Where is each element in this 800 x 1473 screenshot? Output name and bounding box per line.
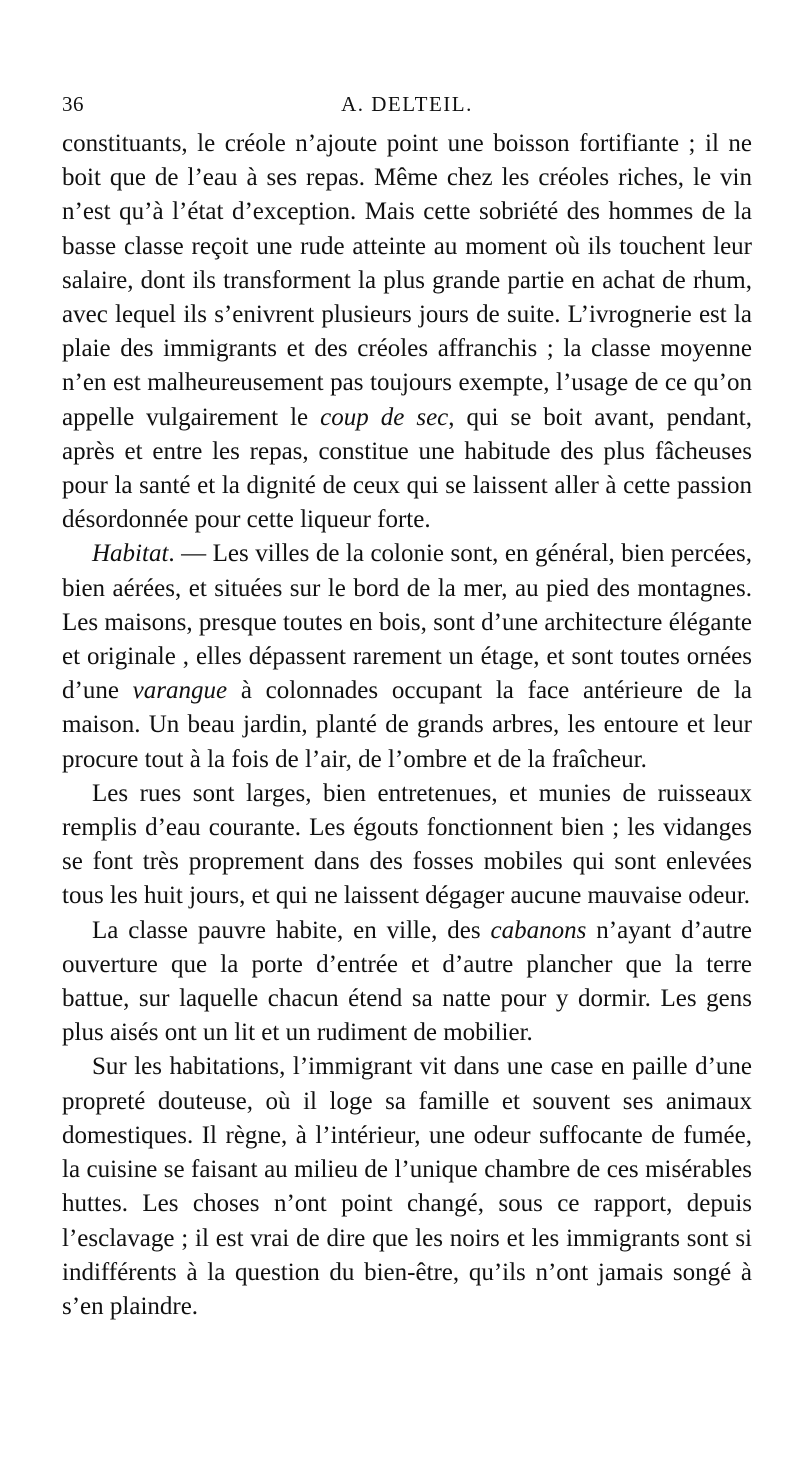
paragraph-streets bbox=[62, 777, 752, 914]
text-segment: . — Les villes de la colonie sont, en général, bien percées, bien aérées, et situées sur le bord de la mer, au pied des montagnes. Les maisons, presque toutes en bois, sont d’une architecture élégante et originale , elles dépassent rarement un étage, et sont toutes ornées d’une bbox=[62, 540, 752, 705]
paragraph-poor-class bbox=[62, 914, 752, 1051]
text-segment: à colonnades occupant la face antérieure de la maison. Un beau jardin, planté de grands arbres, les entoure et leur procure tout à la fois de l’air, de l’ombre et de la fraîcheur. bbox=[62, 677, 753, 773]
text-segment: , qui se boit avant, pendant, après et entre les repas, constitue une habitude des plus fâcheuses pour la santé et la dignité de ceux qui se laissent aller à cette passion désordonnée pour cette liqueur forte. bbox=[62, 403, 752, 534]
text-segment: n’ayant d’autre ouverture que la porte d’entrée et d’autre plancher que la terre battue, sur laquelle chacun étend sa natte pour y dormir. Les gens plus aisés ont un lit et un rudiment de mobilier. bbox=[62, 916, 752, 1047]
paragraph-continuation bbox=[62, 127, 752, 537]
italic-term-cabanons: cabanons bbox=[490, 916, 587, 944]
body-text bbox=[62, 127, 752, 1324]
running-title: A. DELTEIL. bbox=[341, 92, 473, 116]
italic-term-varangue: varangue bbox=[132, 677, 228, 705]
text-segment: La classe pauvre habite, en ville, des bbox=[92, 916, 491, 944]
italic-term-coup-de-sec: coup de sec bbox=[320, 403, 449, 431]
text-segment: constituants, le créole n’ajoute point une boisson fortifiante ; il ne boit que de l’eau à ses repas. Même chez les créoles riches, le vin n’est qu’à l’état d’exception. Mais cette sobriété des hommes de la basse classe reçoit une rude atteinte au moment où ils touchent leur salaire, dont ils transforment la plus grande partie en achat de rhum, avec lequel ils s’enivrent plusieurs jours de suite. L’ivrognerie est la plaie des immigrants et des créoles affranchis ; la classe moyenne n’en est malheureusement pas toujours exempte, l’usage de ce qu’on appelle vulgairement le bbox=[62, 130, 752, 431]
page-header bbox=[62, 92, 752, 122]
section-heading-habitat: Habitat bbox=[92, 540, 169, 568]
text-segment: Sur les habitations, l’immigrant vit dans une case en paille d’une propreté douteuse, où il loge sa famille et souvent ses animaux domestiques. Il règne, à l’intérieur, une odeur suffocante de fumée, la cuisine se faisant au milieu de l’unique chambre de ces misérables huttes. Les choses n’ont point changé, sous ce rapport, depuis l’esclavage ; il est vrai de dire que les noirs et les immigrants sont si indifférents à la question du bien-être, qu’ils n’ont jamais songé à s’en plaindre. bbox=[62, 1053, 752, 1320]
paragraph-habitat bbox=[62, 537, 752, 776]
paragraph-habitations bbox=[62, 1050, 752, 1324]
text-segment: Les rues sont larges, bien entretenues, et munies de ruisseaux remplis d’eau courante. Les égouts fonctionnent bien ; les vidanges se font très proprement dans des fosses mobiles qui sont enlevées tous les huit jours, et qui ne laissent dégager aucune mauvaise odeur. bbox=[62, 779, 752, 910]
page-number: 36 bbox=[62, 92, 84, 116]
